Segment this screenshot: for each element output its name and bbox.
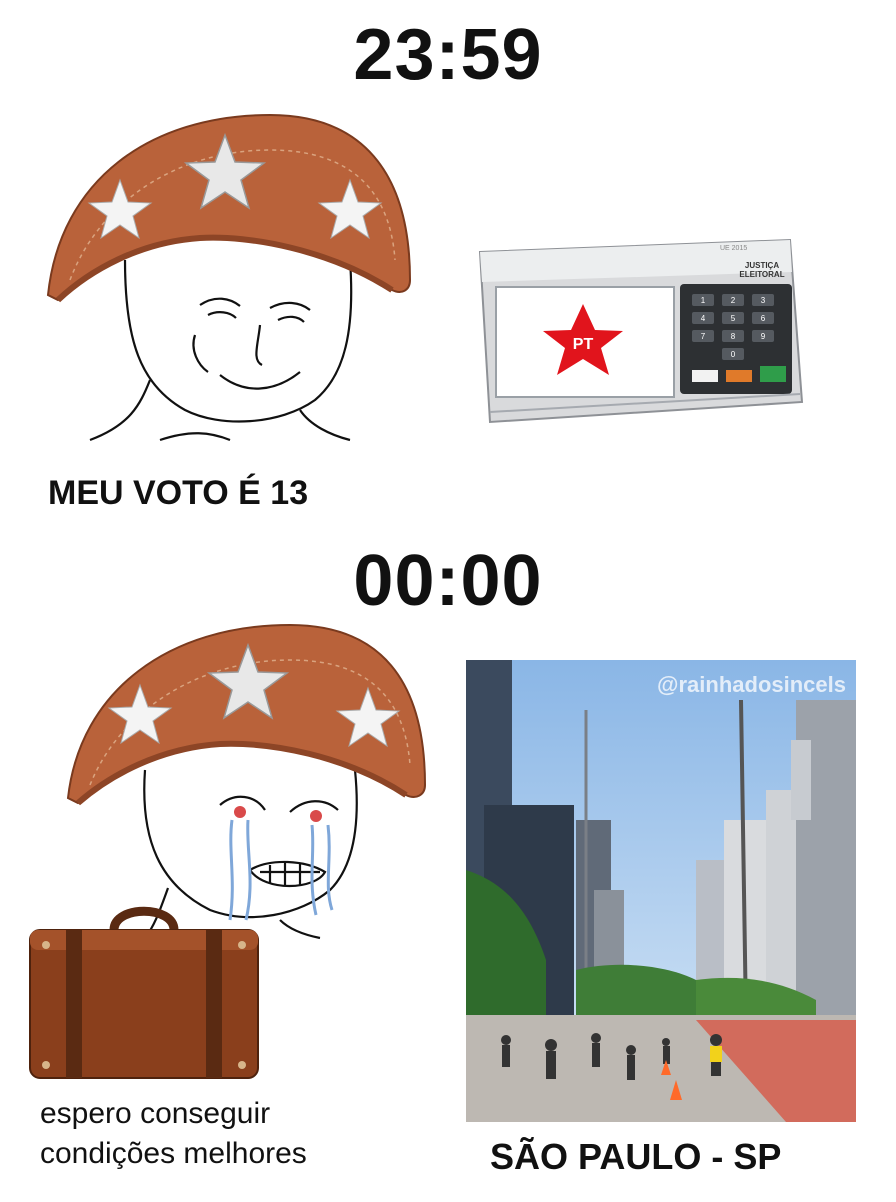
key-5: 5: [730, 314, 736, 323]
suitcase-icon: [26, 900, 262, 1082]
bottom-left-caption: [40, 1094, 307, 1174]
key-7: 7: [700, 332, 706, 341]
wojak-crying-illustration: [50, 620, 440, 940]
key-3: 3: [760, 296, 766, 305]
key-6: 6: [760, 314, 766, 323]
key-0: 0: [730, 350, 736, 359]
voting-machine-illustration: [470, 232, 806, 427]
sao-paulo-photo: [466, 660, 856, 1122]
urn-brand-line1: JUSTIÇA: [744, 261, 780, 270]
top-time: 23:59: [353, 15, 543, 95]
caption-line-1: espero conseguir: [40, 1097, 271, 1130]
urn-model: UE 2015: [720, 245, 748, 252]
pt-logo-text: PT: [572, 336, 594, 353]
top-caption: MEU VOTO É 13: [48, 474, 309, 512]
key-4: 4: [700, 314, 706, 323]
wojak-smug-illustration: [30, 110, 430, 455]
caption-line-2: condições melhores: [40, 1137, 307, 1170]
key-9: 9: [760, 332, 766, 341]
key-8: 8: [730, 332, 736, 341]
watermark-text: @rainhadosincels: [657, 672, 846, 697]
urn-brand-line2: ELEITORAL: [739, 270, 785, 279]
key-2: 2: [730, 296, 736, 305]
key-1: 1: [700, 296, 706, 305]
bottom-time: 00:00: [353, 541, 543, 621]
city-caption: SÃO PAULO - SP: [490, 1136, 782, 1177]
